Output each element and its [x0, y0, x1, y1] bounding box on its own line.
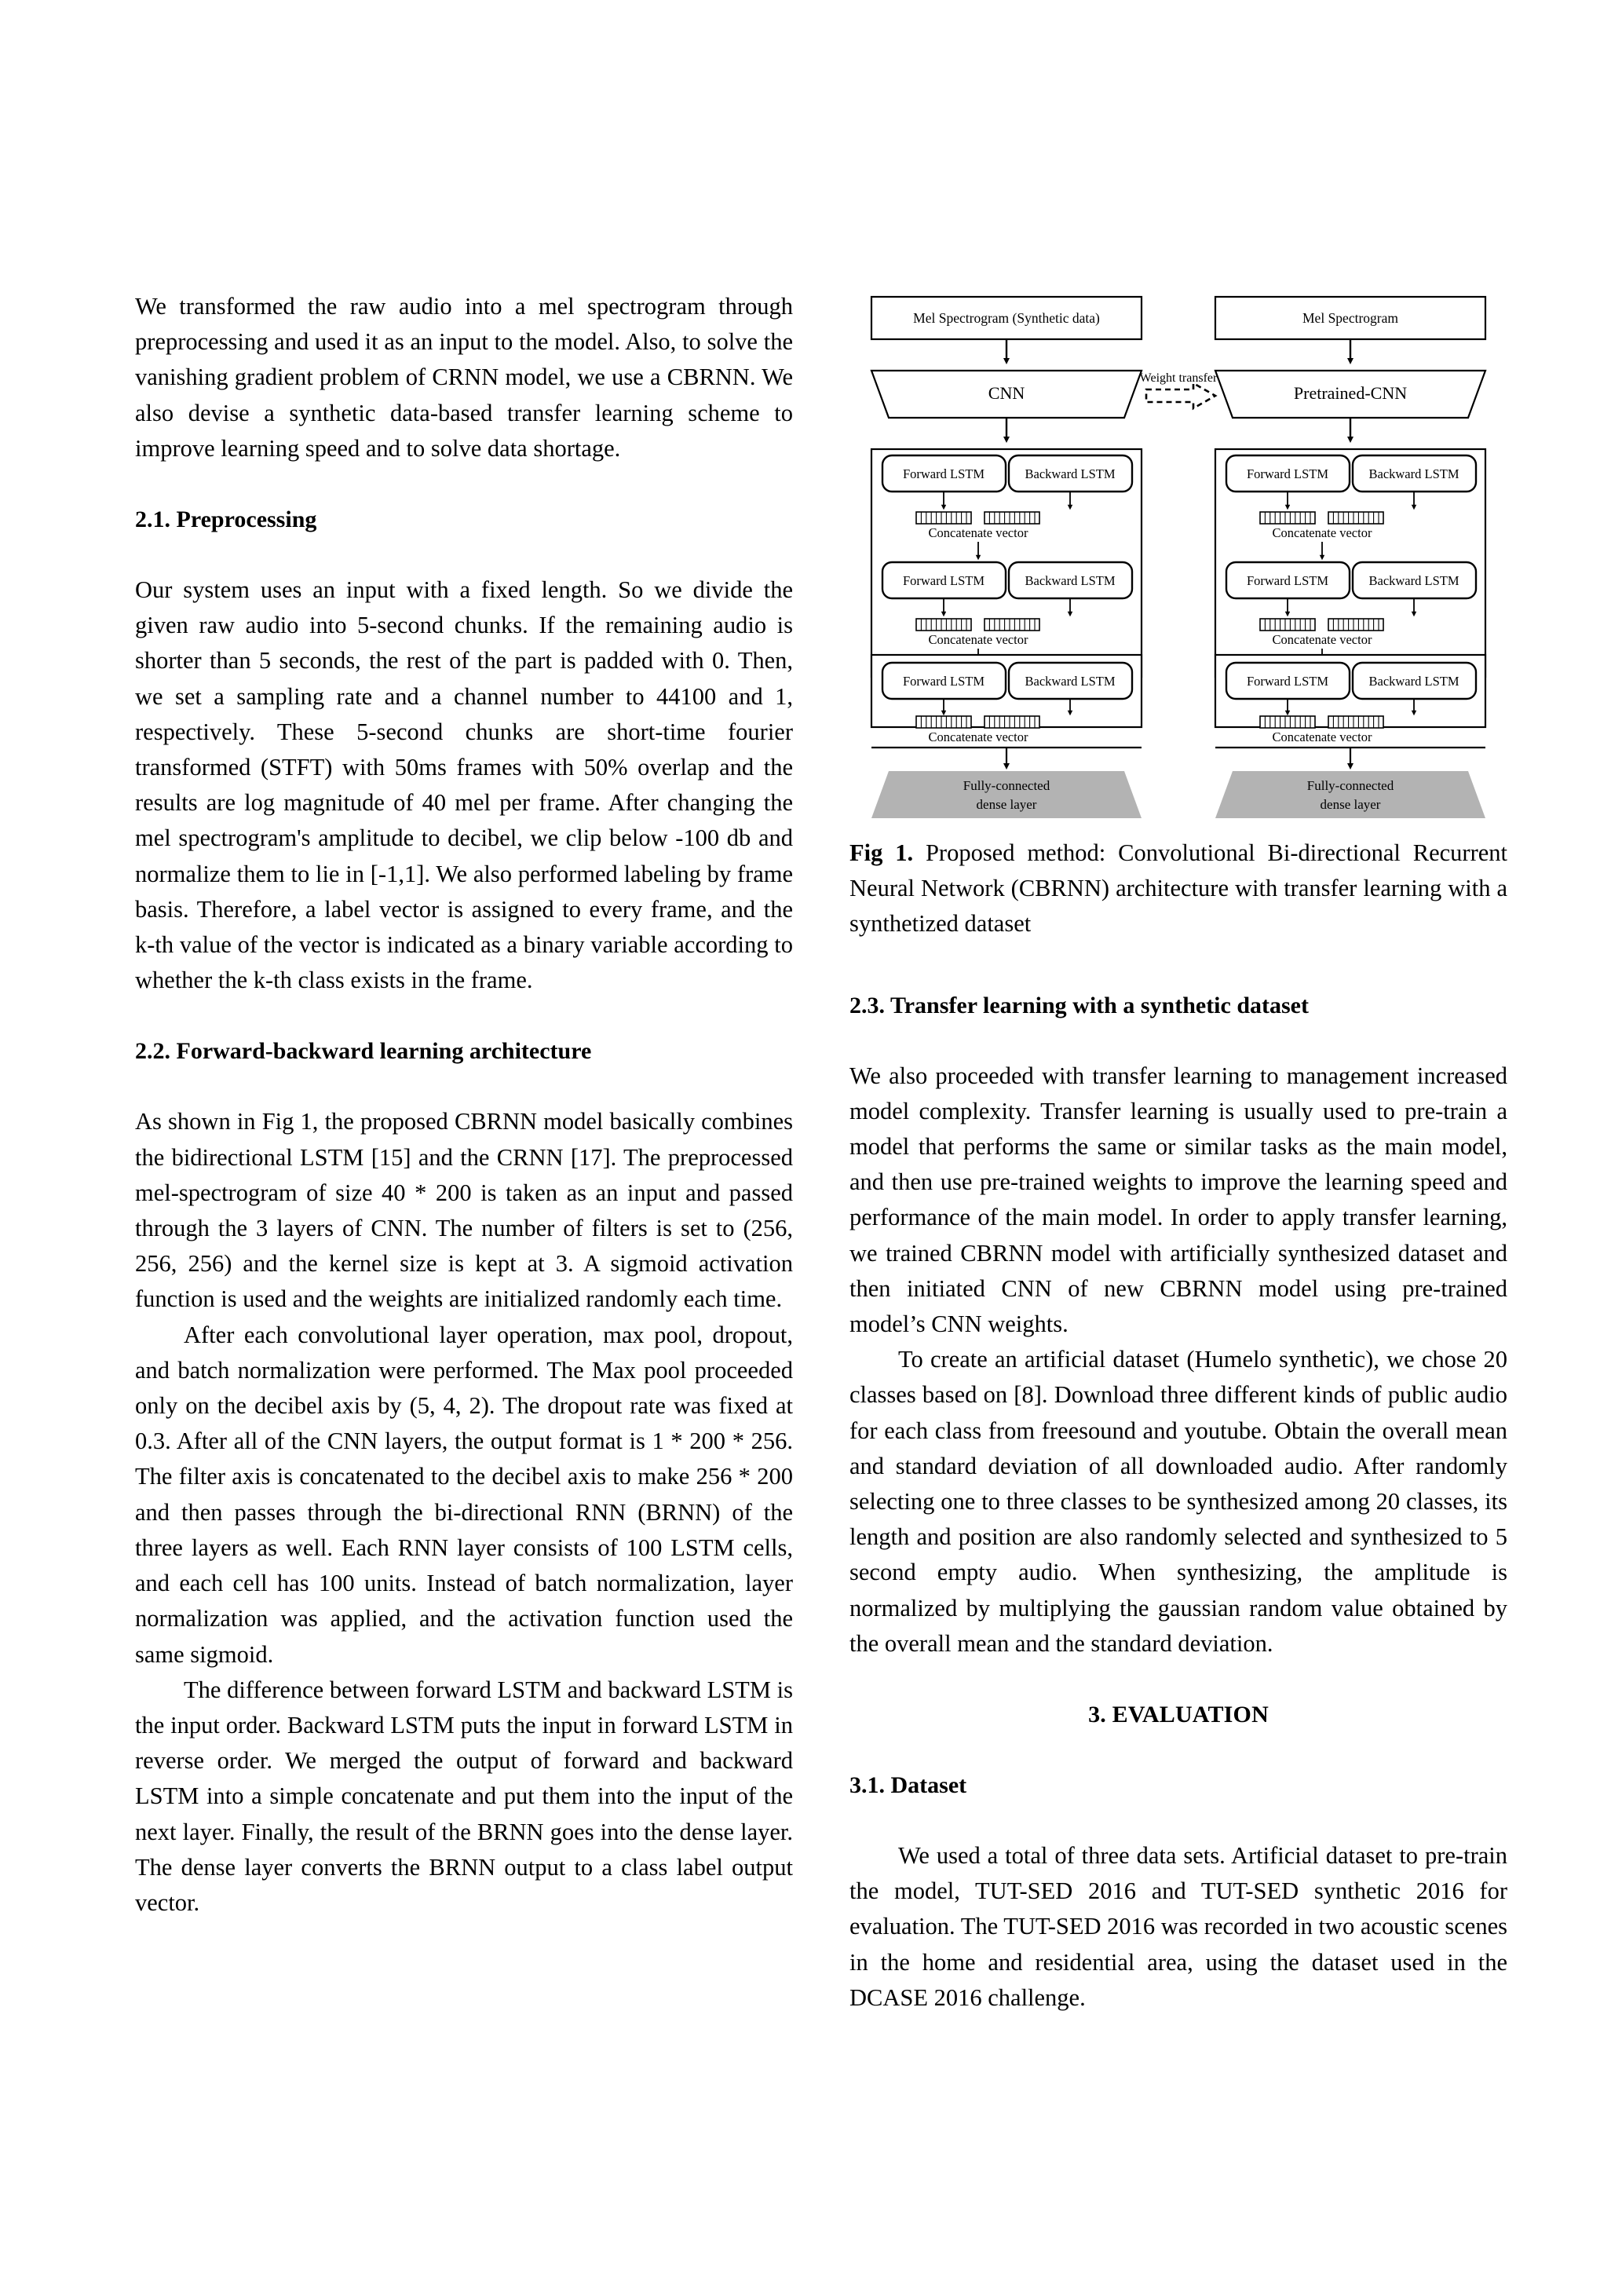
- left-l2-backward-lstm: Backward LSTM: [1025, 573, 1116, 588]
- spacer: [135, 998, 793, 1033]
- figure-1: [849, 289, 1507, 942]
- weight-transfer-arrow: [1140, 371, 1218, 408]
- spacer: [849, 942, 1507, 988]
- paragraph-2-2-c: The difference between forward LSTM and backward LSTM is the input order. Backward LSTM puts the input in forward LSTM in reverse order. We merged the output of forward and backward LSTM into a simple concatenate and put them into the input of the next layer. Finally, the result of the BRNN goes into the dense layer. The dense layer converts the BRNN output to a class label output vector.: [135, 1676, 793, 1916]
- paragraph-2-2-b: After each convolutional layer operation, max pool, dropout, and batch normalization were performed. The Max pool proceeded only on the decibel axis by (5, 4, 2). The dropout rate was fixed at 0.3. After all of the CNN layers, the output format is 1 * 200 * 256. The filter axis is concatenated to the decibel axis to make 256 * 200 and then passes through the bi-directional RNN (BRNN) of the three layers as well. Each RNN layer consists of 100 LSTM cells, and each cell has 100 units. Instead of batch normalization, layer normalization was applied, and the activation function used the same sigmoid.: [135, 1321, 793, 1668]
- spacer: [849, 1732, 1507, 1768]
- two-column-layout: [135, 289, 1507, 2016]
- left-l2-concat-label: Concatenate vector: [928, 632, 1028, 647]
- diagram-svg-lower: [849, 655, 1507, 812]
- right-dense-line2: dense layer: [1320, 797, 1381, 812]
- heading-2-2: 2.2. Forward-backward learning architecture: [135, 1038, 592, 1065]
- spacer: [135, 1069, 793, 1104]
- spacer: [849, 1023, 1507, 1058]
- left-l3-backward-lstm: Backward LSTM: [1025, 674, 1116, 689]
- left-l1-backward-lstm: Backward LSTM: [1025, 466, 1116, 481]
- right-cnn-label: Pretrained-CNN: [1293, 383, 1408, 403]
- cbrnn-architecture-diagram: [849, 289, 1507, 812]
- figure-caption: [849, 835, 1507, 942]
- figure-caption-label: Fig 1.: [849, 839, 914, 866]
- heading-2-1: 2.1. Preprocessing: [135, 506, 317, 533]
- right-cnn-block: [1215, 371, 1485, 418]
- left-column: [135, 289, 793, 2016]
- heading-2-3: 2.3. Transfer learning with a synthetic dataset: [849, 992, 1309, 1018]
- right-input-label: Mel Spectrogram: [1302, 310, 1398, 326]
- right-l2-forward-lstm: Forward LSTM: [1246, 573, 1329, 588]
- spacer: [849, 1662, 1507, 1697]
- right-l1-backward-lstm: Backward LSTM: [1368, 466, 1459, 481]
- right-l3-forward-lstm: Forward LSTM: [1246, 674, 1329, 689]
- right-dense-line1: Fully-connected: [1306, 778, 1394, 793]
- left-l1-forward-lstm: Forward LSTM: [902, 466, 985, 481]
- right-input-box: [1215, 297, 1485, 339]
- left-dense-line1: Fully-connected: [963, 778, 1050, 793]
- left-l3-forward-lstm: Forward LSTM: [902, 674, 985, 689]
- left-cnn-block: [871, 371, 1142, 418]
- left-l2-forward-lstm: Forward LSTM: [902, 573, 985, 588]
- right-l3-backward-lstm: Backward LSTM: [1368, 674, 1459, 689]
- spacer: [849, 1803, 1507, 1838]
- left-input-label: Mel Spectrogram (Synthetic data): [913, 310, 1100, 326]
- paragraph-2-1: Our system uses an input with a fixed length. So we divide the given raw audio into 5-second chunks. If the remaining audio is shorter than 5 seconds, the rest of the part is padded with 0. Then, we set a sampling rate and a channel number to 44100 and 1, respectively. These 5-second chunks are short-time fourier transformed (STFT) with 50ms frames with 50% overlap and the results are log magnitude of 40 mel per frame. After changing the mel spectrogram's amplitude to decibel, we clip below -100 db and normalize them to lie in [-1,1]. We also performed labeling by frame basis. Therefore, a label vector is assigned to every frame, and the k-th value of the vector is indicated as a binary variable according to whether the k-th class exists in the frame.: [135, 576, 793, 994]
- right-column: [849, 289, 1507, 2016]
- left-dense-layer: [871, 771, 1142, 818]
- paragraph-3-1: We used a total of three data sets. Artificial dataset to pre-train the model, TUT-SED 2016 and TUT-SED synthetic 2016 for evaluation. The TUT-SED 2016 was recorded in two acoustic scenes in the home and residential area, using the dataset used in the DCASE 2016 challenge.: [849, 1842, 1507, 2011]
- weight-transfer-block-arrow: [1146, 383, 1215, 408]
- left-cnn-label: CNN: [988, 383, 1025, 403]
- right-l1-forward-lstm: Forward LSTM: [1246, 466, 1329, 481]
- paragraph-2-2-a: As shown in Fig 1, the proposed CBRNN model basically combines the bidirectional LSTM [15] and the CRNN [17]. The preprocessed mel-spectrogram of size 40 * 200 is taken as an input and passed through the 3 layers of CNN. The number of filters is set to (256, 256, 256) and the kernel size is kept at 3. A sigmoid activation function is used and the weights are initialized randomly each time.: [135, 1108, 793, 1313]
- figure-caption-text: Proposed method: Convolutional Bi-directional Recurrent Neural Network (CBRNN) architecture with transfer learning with a synthetized dataset: [849, 839, 1507, 938]
- heading-3-1: 3.1. Dataset: [849, 1772, 967, 1799]
- paragraph-2-3-b: To create an artificial dataset (Humelo synthetic), we chose 20 classes based on [8]. Download three different kinds of public audio for each class from freesound and youtube. Obtain the overall mean and standard deviation of all downloaded audio. After randomly selecting one to three classes to be synthesized among 20 classes, its length and position are also randomly selected and synthesized to 5 second empty audio. When synthesizing, the amplitude is normalized by multiplying the gaussian random value obtained by the overall mean and the standard deviation.: [849, 1346, 1507, 1657]
- spacer: [135, 537, 793, 572]
- left-input-box: [871, 297, 1142, 339]
- heading-section-3: 3. EVALUATION: [1088, 1702, 1269, 1728]
- weight-transfer-label: Weight transfer: [1139, 371, 1218, 385]
- right-dense-layer: [1215, 771, 1485, 818]
- right-l1-concat-label: Concatenate vector: [1272, 525, 1372, 540]
- right-l3-concat-label: Concatenate vector: [1272, 729, 1372, 744]
- right-l2-concat-label: Concatenate vector: [1272, 632, 1372, 647]
- spacer: [135, 466, 793, 502]
- right-l2-backward-lstm: Backward LSTM: [1368, 573, 1459, 588]
- left-l1-concat-label: Concatenate vector: [928, 525, 1028, 540]
- paragraph-2-3-a: We also proceeded with transfer learning to management increased model complexity. Transfer learning is usually used to pre-train a model that performs the same or similar tasks as the main model, and then use pre-trained weights to improve the learning speed and performance of the main model. In order to apply transfer learning, we trained CBRNN model with artificially synthesized dataset and then initiated CNN of new CBRNN model using pre-trained model’s CNN weights.: [849, 1062, 1507, 1338]
- left-l3-concat-label: Concatenate vector: [928, 729, 1028, 744]
- left-dense-line2: dense layer: [976, 797, 1037, 812]
- paragraph-intro: We transformed the raw audio into a mel spectrogram through preprocessing and used it as an input to the model. Also, to solve the vanishing gradient problem of CRNN model, we use a CBRNN. We also devise a synthetic data-based transfer learning scheme to improve learning speed and to solve data shortage.: [135, 293, 793, 462]
